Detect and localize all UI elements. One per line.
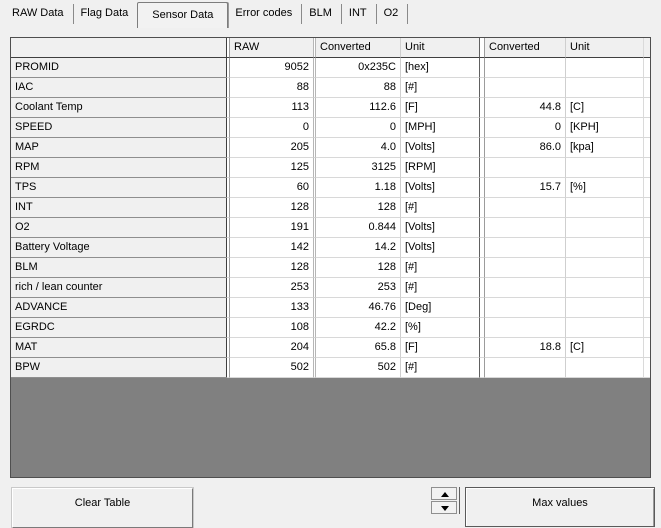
row-label-cell[interactable]: INT [11,198,226,218]
raw-value-cell[interactable]: 133 [230,298,313,318]
raw-value-cell[interactable]: 88 [230,78,313,98]
converted2-value-cell[interactable] [485,218,565,238]
unit-cell[interactable]: [#] [400,258,479,278]
grid-body [11,58,650,378]
row-filler [643,238,650,258]
raw-value-cell[interactable]: 128 [230,258,313,278]
converted-value-cell[interactable]: 1.18 [316,178,400,198]
unit-cell[interactable]: [Volts] [400,218,479,238]
converted-value-cell[interactable]: 4.0 [316,138,400,158]
tab-flag-data[interactable]: Flag Data [80,7,129,19]
raw-value-cell[interactable]: 191 [230,218,313,238]
row-label-cell[interactable]: Coolant Temp [11,98,226,118]
converted-value-cell[interactable]: 502 [316,358,400,378]
row-filler [643,298,650,318]
unit2-cell[interactable]: [KPH] [565,118,643,138]
spinner-down-button[interactable] [431,501,457,514]
row-label-cell[interactable]: MAT [11,338,226,358]
header-raw: RAW [230,38,313,58]
unit2-cell[interactable] [565,58,643,78]
header-converted: Converted [316,38,400,58]
tab-strip [0,0,661,28]
unit2-cell[interactable] [565,218,643,238]
converted2-value-cell[interactable] [485,298,565,318]
converted-value-cell[interactable]: 128 [316,198,400,218]
unit-cell[interactable]: [hex] [400,58,479,78]
row-filler [643,198,650,218]
row-label-cell[interactable]: SPEED [11,118,226,138]
converted-value-cell[interactable]: 253 [316,278,400,298]
row-filler [643,218,650,238]
raw-value-cell[interactable]: 128 [230,198,313,218]
row-filler [643,318,650,338]
unit2-cell[interactable] [565,318,643,338]
converted2-value-cell[interactable] [485,78,565,98]
converted2-value-cell[interactable]: 0 [485,118,565,138]
raw-value-cell[interactable]: 60 [230,178,313,198]
converted-value-cell[interactable]: 88 [316,78,400,98]
raw-value-cell[interactable]: 9052 [230,58,313,78]
table-row [11,358,650,378]
row-label-cell[interactable]: PROMID [11,58,226,78]
unit2-cell[interactable] [565,278,643,298]
table-row [11,338,650,358]
raw-value-cell[interactable]: 142 [230,238,313,258]
row-filler [643,358,650,378]
raw-value-cell[interactable]: 0 [230,118,313,138]
converted2-value-cell[interactable] [485,358,565,378]
unit-cell[interactable]: [#] [400,278,479,298]
unit-cell[interactable]: [Volts] [400,138,479,158]
row-filler [643,178,650,198]
row-filler [643,138,650,158]
unit-cell[interactable]: [#] [400,358,479,378]
row-label-cell[interactable]: ADVANCE [11,298,226,318]
converted2-value-cell[interactable] [485,278,565,298]
header-unit-2: Unit [565,38,643,58]
spinner-divider [459,487,460,514]
row-filler [643,78,650,98]
converted-value-cell[interactable]: 3125 [316,158,400,178]
converted2-value-cell[interactable] [485,318,565,338]
row-label-cell[interactable]: Battery Voltage [11,238,226,258]
row-filler [643,118,650,138]
up-arrow-icon [441,492,449,497]
unit2-cell[interactable]: [C] [565,98,643,118]
tab-int[interactable]: INT [342,4,377,24]
table-row [11,118,650,138]
unit-cell[interactable]: [#] [400,198,479,218]
row-label-cell[interactable]: TPS [11,178,226,198]
grid-empty-area [11,378,650,477]
converted-value-cell[interactable]: 46.76 [316,298,400,318]
table-row [11,98,650,118]
converted2-value-cell[interactable]: 44.8 [485,98,565,118]
raw-value-cell[interactable]: 502 [230,358,313,378]
unit2-cell[interactable] [565,78,643,98]
unit-cell[interactable]: [#] [400,78,479,98]
row-filler [643,278,650,298]
table-row [11,178,650,198]
row-label-cell[interactable]: BLM [11,258,226,278]
row-filler [643,58,650,78]
row-filler [643,158,650,178]
converted2-value-cell[interactable] [485,58,565,78]
unit2-cell[interactable] [565,158,643,178]
raw-value-cell[interactable]: 125 [230,158,313,178]
tab-o2[interactable]: O2 [377,4,409,24]
row-label-cell[interactable]: rich / lean counter [11,278,226,298]
converted2-value-cell[interactable] [485,238,565,258]
row-label-cell[interactable]: O2 [11,218,226,238]
unit-cell[interactable]: [Volts] [400,178,479,198]
row-filler [643,258,650,278]
unit-cell[interactable]: [F] [400,98,479,118]
down-arrow-icon [441,506,449,511]
raw-value-cell[interactable]: 108 [230,318,313,338]
unit2-cell[interactable] [565,198,643,218]
converted2-value-cell[interactable] [485,158,565,178]
converted-value-cell[interactable]: 0 [316,118,400,138]
unit2-cell[interactable]: [kpa] [565,138,643,158]
unit2-cell[interactable] [565,358,643,378]
unit-cell[interactable]: [F] [400,338,479,358]
row-label-cell[interactable]: MAP [11,138,226,158]
header-label-column [11,38,226,58]
row-spinner [431,487,458,514]
unit-cell[interactable]: [Volts] [400,238,479,258]
table-row [11,198,650,218]
grid-header-row [11,38,650,58]
unit2-cell[interactable]: [%] [565,178,643,198]
table-row [11,218,650,238]
unit-cell[interactable]: [RPM] [400,158,479,178]
converted2-value-cell[interactable]: 18.8 [485,338,565,358]
row-label-cell[interactable]: BPW [11,358,226,378]
converted2-value-cell[interactable] [485,258,565,278]
spinner-up-button[interactable] [431,487,457,500]
unit2-cell[interactable] [565,258,643,278]
converted2-value-cell[interactable]: 15.7 [485,178,565,198]
max-values-button[interactable]: Max values [465,487,655,527]
converted-value-cell[interactable]: 0x235C [316,58,400,78]
unit2-cell[interactable]: [C] [565,338,643,358]
header-filler [643,38,650,58]
tab-sensor-data[interactable]: Sensor Data [137,2,228,28]
row-filler [643,98,650,118]
converted-value-cell[interactable]: 42.2 [316,318,400,338]
table-row [11,298,650,318]
unit-cell[interactable]: [Deg] [400,298,479,318]
clear-table-button[interactable]: Clear Table [12,488,193,528]
header-converted-2: Converted [485,38,565,58]
raw-value-cell[interactable]: 113 [230,98,313,118]
row-filler [643,338,650,358]
unit-cell[interactable]: [%] [400,318,479,338]
raw-value-cell[interactable]: 253 [230,278,313,298]
raw-value-cell[interactable]: 205 [230,138,313,158]
converted2-value-cell[interactable] [485,198,565,218]
header-unit: Unit [400,38,479,58]
converted-value-cell[interactable]: 128 [316,258,400,278]
raw-value-cell[interactable]: 204 [230,338,313,358]
tab-blm[interactable]: BLM [302,4,342,24]
converted2-value-cell[interactable]: 86.0 [485,138,565,158]
sensor-data-grid [10,37,651,478]
table-row [11,318,650,338]
table-row [11,58,650,78]
table-row [11,258,650,278]
unit2-cell[interactable] [565,298,643,318]
table-row [11,278,650,298]
row-label-cell[interactable]: RPM [11,158,226,178]
table-row [11,78,650,98]
tab-error-codes[interactable]: Error codes [228,4,302,24]
table-row [11,238,650,258]
table-row [11,138,650,158]
unit2-cell[interactable] [565,238,643,258]
tab-raw-data[interactable]: RAW Data [5,4,74,24]
converted-value-cell[interactable]: 14.2 [316,238,400,258]
converted-value-cell[interactable]: 112.6 [316,98,400,118]
converted-value-cell[interactable]: 0.844 [316,218,400,238]
row-label-cell[interactable]: IAC [11,78,226,98]
row-label-cell[interactable]: EGRDC [11,318,226,338]
unit-cell[interactable]: [MPH] [400,118,479,138]
converted-value-cell[interactable]: 65.8 [316,338,400,358]
table-row [11,158,650,178]
